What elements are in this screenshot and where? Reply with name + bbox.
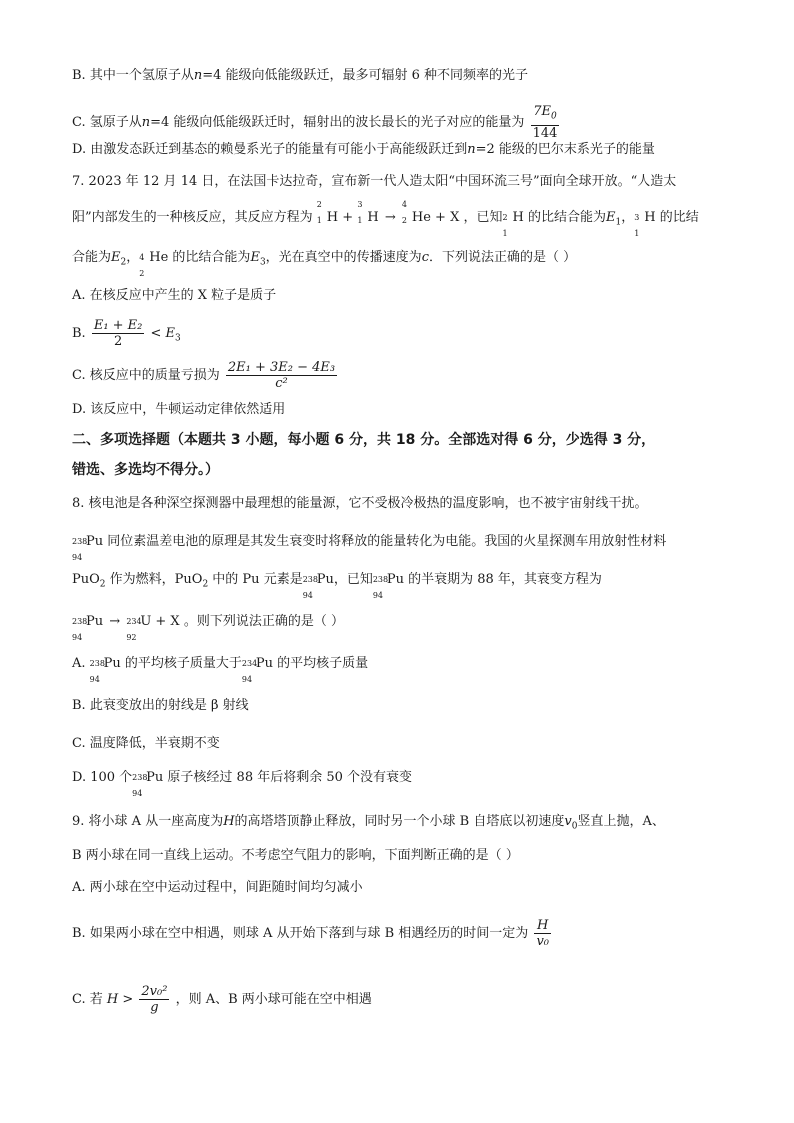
q9-option-b: B. 如果两小球在空中相遇，则球 A 从开始下落到与球 B 相遇经历的时间一定为 $\frac{H}{\text{v₀}}$ [72,918,549,949]
q8-stem-line1: 8. 核电池是各种深空探测器中最理想的能量源，它不受极冷极热的温度影响，也不被宇宙射线干扰。 [72,496,648,511]
q7-option-a: A. 在核反应中产生的 X 粒子是质子 [72,288,277,303]
q7-stem-line1: 7. 2023 年 12 月 14 日，在法国卡达拉奇，宣布新一代人造太阳“中国环流三号”面向全球开放。“人造太 [72,174,677,189]
q8-option-a: A. 238 94 Pu 的平均核子质量大于 234 94 Pu 的平均核子质量 [72,656,369,684]
q8-stem-line4: 238 94 Pu → 234 92 U + X 。则下列说法正确的是（ ） [72,614,344,642]
q9-stem-line2: B 两小球在同一直线上运动。不考虑空气阻力的影响，下面判断正确的是（ ） [72,848,519,863]
q9-option-a: A. 两小球在空中运动过程中，间距随时间均匀减小 [72,880,363,895]
q7-option-b: B. $\frac{\text{E₁ + E₂}}{2}$ < $E_3$ [72,318,181,349]
energy-fraction: $\frac{7E_0}{144}$ [532,104,558,141]
q8-option-d: D. 100 个 238 94 Pu 原子核经过 88 年后将剩余 50 个没有衰变 [72,770,413,798]
q8-stem-line3: PuO$_2$ 作为燃料，PuO$_2$ 中的 Pu 元素是 238 94 Pu，已知 238 94 Pu 的半衰期为 88 年，其衰变方程为 [72,572,602,600]
q7-option-d: D. 该反应中，牛顿运动定律依然适用 [72,402,286,417]
q7-stem-line2: 阳”内部发生的一种核反应，其反应方程为 2 1 H + 3 1 H → 4 2 He + X ，已知 2 1 H 的比结合能为$E_1$， 3 1 H 的比结 [72,200,699,238]
q7-option-c: C. 核反应中的质量亏损为 $\frac{\text{2E₁ + 3E₂ − 4E₃}}{\text{c²}}$ [72,360,336,391]
arrow-icon: → [384,210,396,225]
section-2-heading-cont: 错选、多选均不得分。） [72,462,219,478]
q7-stem-line3: 合能为$E_2$， 4 2 He 的比结合能为$E_3$，光在真空中的传播速度为c．下列说法正确的是（ ） [72,250,577,278]
q9-stem-line1: 9. 将小球 A 从一座高度为H的高塔塔顶静止释放，同时另一个小球 B 自塔底以初速度$v_0$竖直上抛，A、 [72,814,665,832]
arrow-icon: → [109,614,121,629]
q6-option-c: C. 氢原子从n=4 能级向低能级跃迁时，辐射出的波长最长的光子对应的能量为 $\frac{7E_0}{144}$ [72,104,558,141]
q8-stem-line2: 238 94 Pu 同位素温差电池的原理是其发生衰变时将释放的能量转化为电能。我国的火星探测车用放射性材料 [72,534,667,562]
q8-option-b: B. 此衰变放出的射线是 β 射线 [72,698,249,713]
q9-option-c: C. 若 H > $\frac{\text{2v₀²}}{g}$ ，则 A、B 两小球可能在空中相遇 [72,984,372,1015]
q6-option-d: D. 由激发态跃迁到基态的赖曼系光子的能量有可能小于高能级跃迁到n=2 能级的巴尔末系光子的能量 [72,142,655,157]
q6-option-b: B. 其中一个氢原子从n=4 能级向低能级跃迁，最多可辐射 6 种不同频率的光子 [72,68,529,83]
section-2-heading: 二、多项选择题（本题共 3 小题，每小题 6 分，共 18 分。全部选对得 6 分，少选得 3 分， [72,432,656,448]
reaction-equation: 2 1 H + 3 1 H → 4 2 He + X [317,210,464,225]
q8-option-c: C. 温度降低，半衰期不变 [72,736,220,751]
